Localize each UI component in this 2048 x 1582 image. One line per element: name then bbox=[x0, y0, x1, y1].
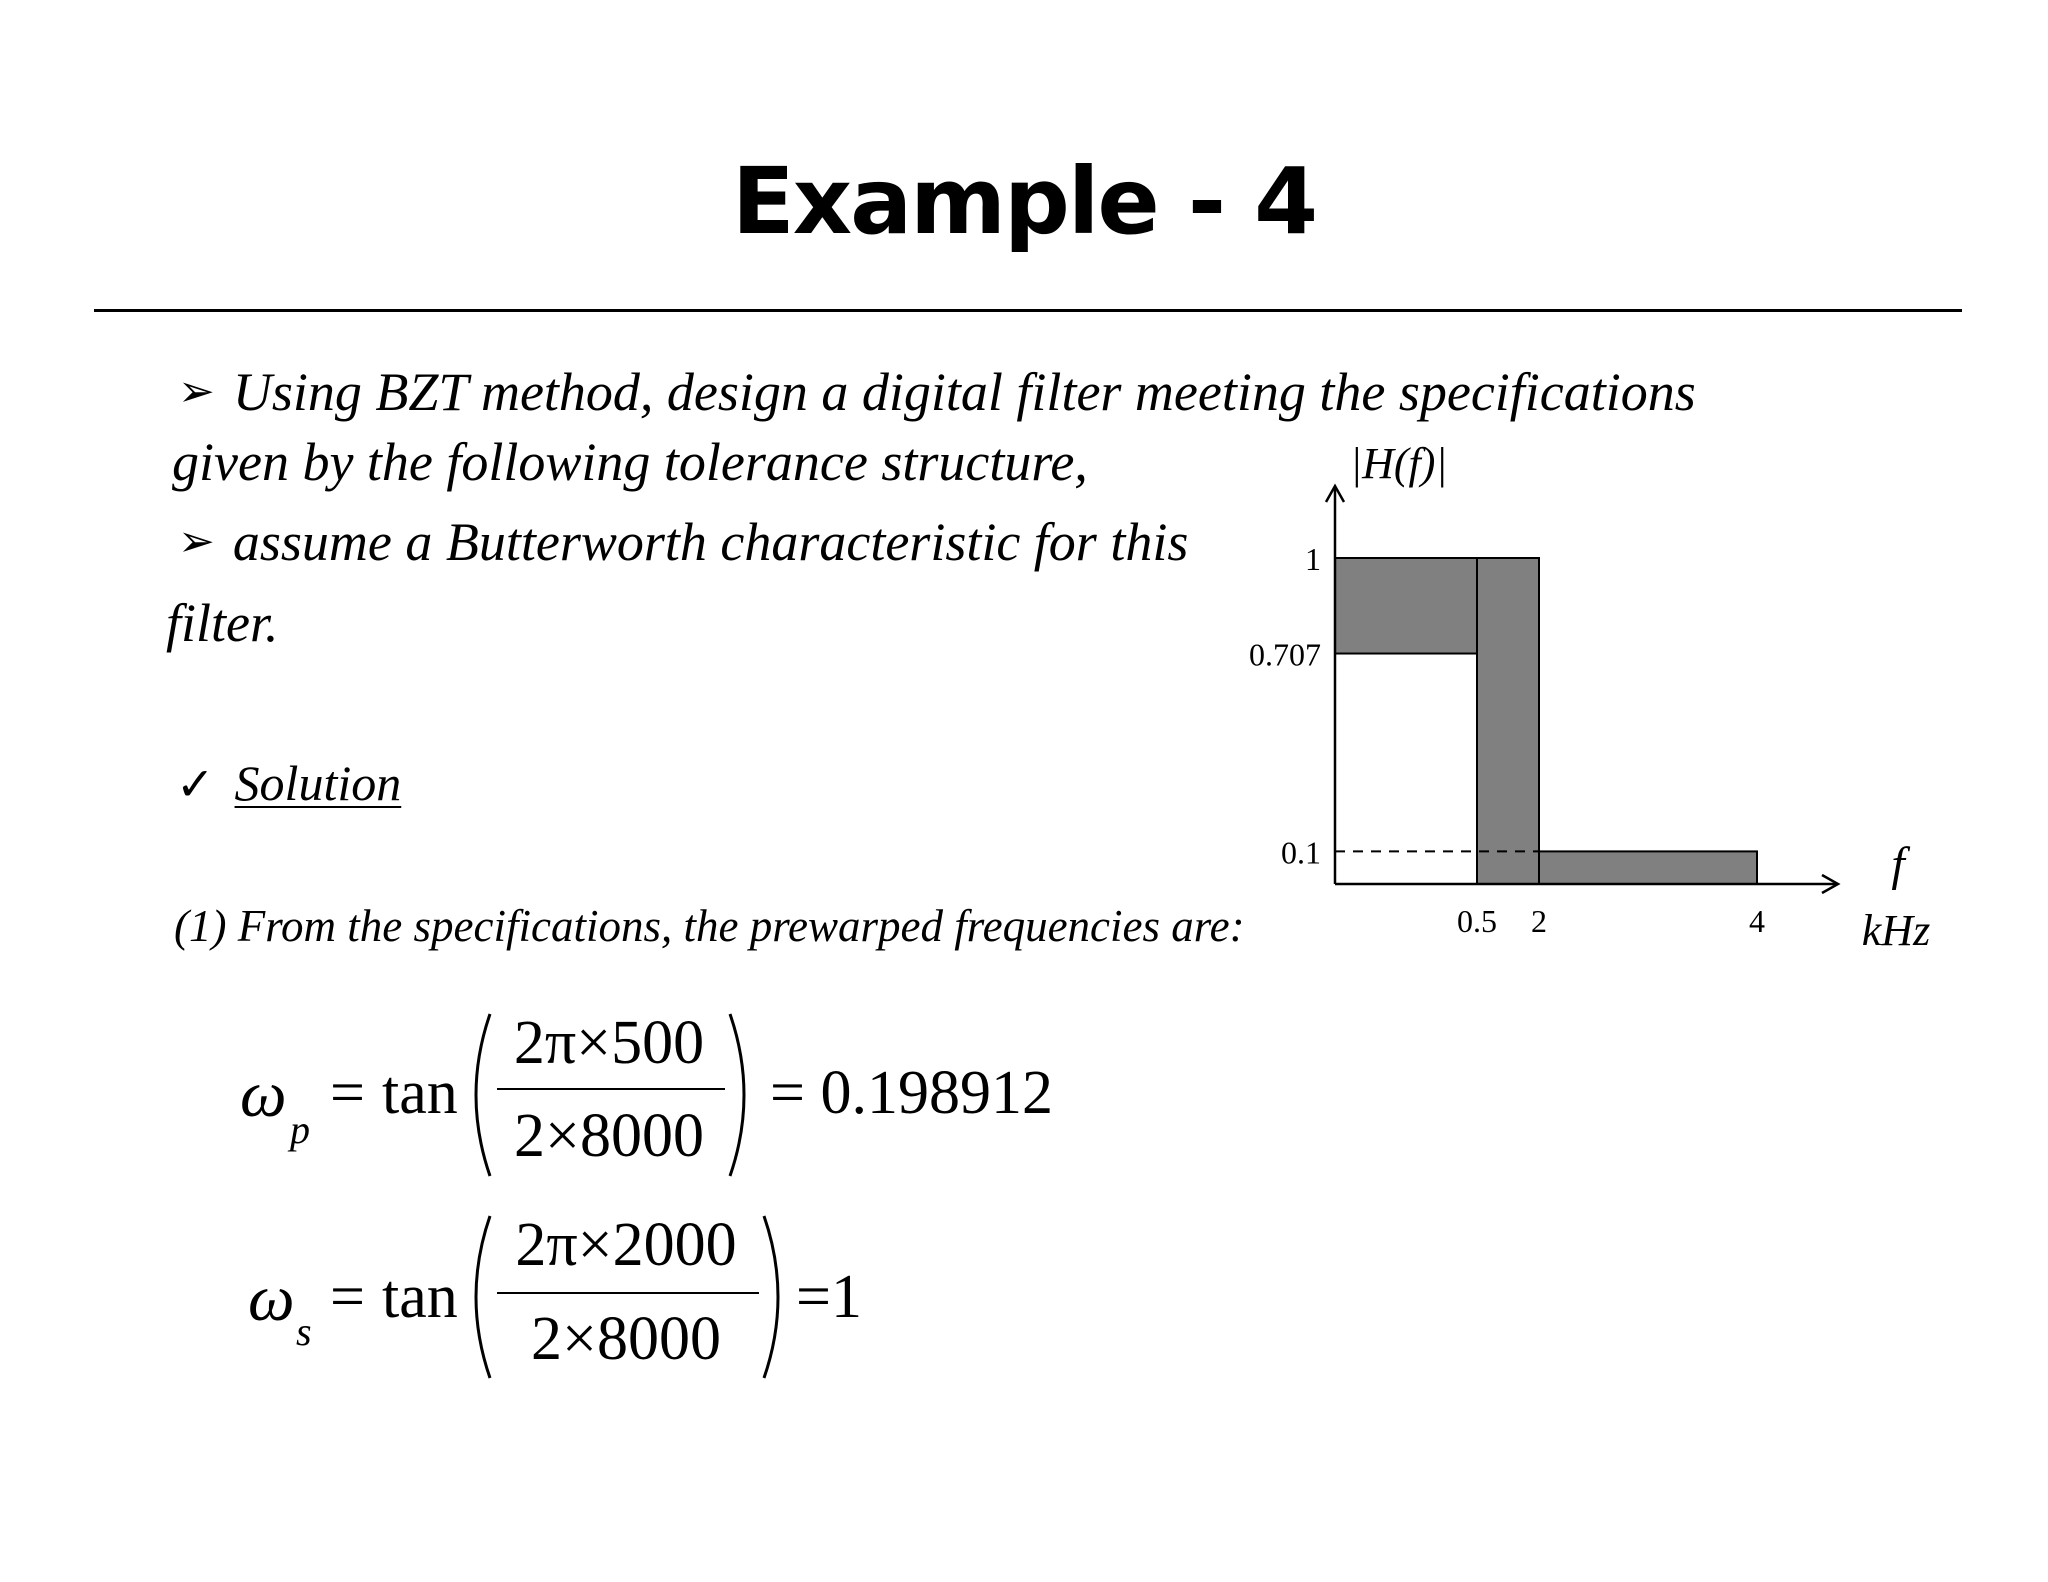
bullet-1-line-2: given by the following tolerance structure, bbox=[172, 432, 1088, 492]
eq2-lhs: ω bbox=[248, 1262, 295, 1335]
y-tick-label: 0.1 bbox=[1281, 834, 1321, 871]
step-1-text: (1) From the specifications, the prewarped frequencies are: bbox=[174, 901, 1245, 951]
slide-title: Example - 4 bbox=[731, 148, 1317, 255]
eq2-sub: s bbox=[296, 1309, 312, 1354]
stopband-tolerance-region bbox=[1539, 851, 1757, 884]
eq1-lhs: ω bbox=[240, 1058, 287, 1131]
x-tick-label: 0.5 bbox=[1457, 903, 1497, 939]
eq1-fn: tan bbox=[382, 1059, 458, 1127]
eq1-result: = 0.198912 bbox=[770, 1059, 1053, 1127]
x-axis-label: f bbox=[1891, 838, 1905, 891]
passband-tolerance-region bbox=[1335, 558, 1477, 654]
arrow-bullet-icon: ➢ bbox=[178, 367, 215, 416]
arrow-bullet-icon: ➢ bbox=[178, 517, 215, 566]
solution-label: Solution bbox=[234, 755, 402, 811]
eq1-equals: = bbox=[330, 1059, 365, 1127]
transition-region bbox=[1477, 558, 1539, 884]
bullet-2-line-2: filter. bbox=[166, 593, 279, 653]
bullet-1-text: Using BZT method, design a digital filter meeting the specifications bbox=[232, 362, 1696, 422]
eq2-fn: tan bbox=[382, 1263, 458, 1331]
bullet-2-text: assume a Butterworth characteristic for this bbox=[232, 512, 1189, 572]
eq2-result: =1 bbox=[796, 1263, 862, 1331]
x-axis-unit: kHz bbox=[1861, 906, 1931, 955]
checkmark-icon: ✓ bbox=[176, 759, 215, 810]
chart-title: |H(f)| bbox=[1350, 439, 1448, 488]
eq1-sub: p bbox=[290, 1107, 310, 1152]
eq2-denominator: 2×8000 bbox=[531, 1305, 721, 1373]
y-tick-label: 0.707 bbox=[1249, 636, 1321, 673]
x-tick-label: 2 bbox=[1531, 903, 1547, 939]
y-tick-label: 1 bbox=[1305, 541, 1321, 577]
eq1-denominator: 2×8000 bbox=[514, 1102, 704, 1170]
x-tick-label: 4 bbox=[1749, 903, 1765, 939]
eq2-numerator: 2π×2000 bbox=[515, 1211, 737, 1279]
eq1-numerator: 2π×500 bbox=[513, 1009, 705, 1077]
eq2-equals: = bbox=[330, 1263, 365, 1331]
